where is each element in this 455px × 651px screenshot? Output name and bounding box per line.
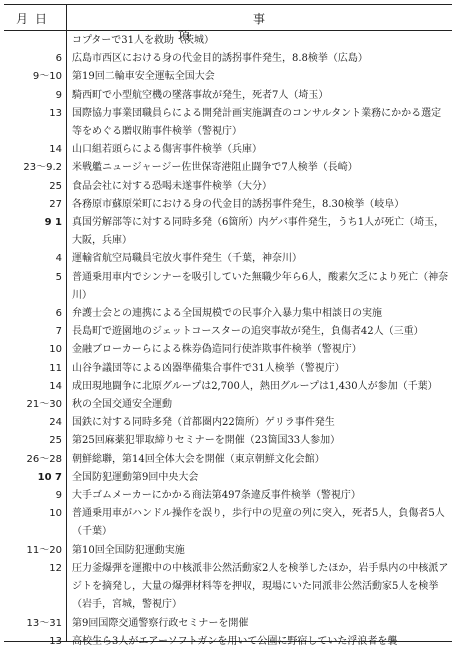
table-body (4, 32, 452, 651)
header-date: 月日 (15, 12, 54, 26)
table-row (4, 360, 452, 378)
table-row (4, 487, 452, 505)
row-date: 21〜30 (26, 399, 62, 411)
table-row (4, 341, 452, 359)
row-event: 成田現地闘争に北原グループは2,700人，熱田グループは1,430人が参加（千葉） (72, 380, 438, 392)
row-event: 第10回全国防犯運動実施 (72, 544, 185, 556)
row-event: 圧力釜爆弾を運搬中の中核派非公然活動家2人を検挙したほか，岩手県内の中核派アジトを摘発し，大量の爆弾材料等を押収，現場にいた同派非公然活動家5人を検挙（岩手，宮城，警視庁） (72, 562, 449, 611)
row-event: 騎西町で小型航空機の墜落事故が発生，死者7人（埼玉） (72, 89, 329, 101)
header-event: 事項 (177, 12, 415, 43)
row-event: コプターで31人を救助（茨城） (72, 35, 215, 46)
row-date: 14 (49, 380, 62, 392)
table-row (4, 469, 452, 487)
row-date: 6 (55, 53, 62, 65)
table-row (4, 451, 452, 469)
table-row (4, 633, 452, 651)
row-event: 秋の全国交通安全運動 (72, 399, 172, 411)
row-date: 10 (49, 344, 62, 356)
row-event: 国際協力事業団職員らによる開発計画実施調査のコンサルタント業務にかかる選定等をめぐる贈収賄事件検挙（警視庁） (72, 107, 442, 138)
table-row (4, 196, 452, 214)
table-row (4, 87, 452, 105)
row-date: 13 (49, 635, 62, 647)
row-date: 13 (49, 107, 62, 119)
row-event: 大手ゴムメーカーにかかる商法第497条違反事件検挙（警視庁） (72, 490, 361, 502)
table-row (4, 269, 452, 305)
table-row (4, 250, 452, 268)
row-date: 5 (55, 271, 62, 283)
table-row (4, 50, 452, 68)
row-date: 13〜31 (26, 617, 62, 629)
row-date: 27 (49, 198, 62, 210)
row-event: 広島市西区における身の代金目的誘拐事件発生，8.8検挙（広島） (72, 53, 368, 65)
row-event: 真国労解部等に対する同時多発（6箇所）内ゲバ事件発生，うち1人が死亡（埼玉，大阪，兵庫） (72, 217, 445, 247)
row-event: 山谷争議団等による凶器準備集合事件で31人検挙（警視庁） (72, 362, 345, 374)
row-date: 11 (49, 362, 62, 374)
row-date: 10 (49, 508, 62, 520)
row-event: 各務原市蘇原栄町における身の代金目的誘拐事件発生，8.30検挙（岐阜） (72, 198, 405, 210)
row-date: 24 (49, 417, 62, 429)
row-date: 6 (55, 308, 62, 320)
row-date: 10 7 (37, 471, 62, 483)
row-event: 普通乗用車内でシンナーを吸引していた無職少年ら6人，酸素欠乏により死亡（神奈川） (72, 271, 449, 301)
table-row (4, 414, 452, 432)
row-event: 食品会社に対する恐喝未遂事件検挙（大分） (72, 180, 272, 192)
row-event: 金融ブローカーらによる株券偽造同行使詐欺事件検挙（警視庁） (72, 344, 362, 356)
row-event: 高校生ら3人がエアーソフトガンを用いて公園に野宿していた浮浪者を襲 (72, 635, 398, 647)
table-row (4, 378, 452, 396)
table-row (4, 178, 452, 196)
row-event: 第25回麻薬犯罪取締りセミナーを開催（23箇国33人参加） (72, 435, 341, 447)
row-event: 米戦艦ニュージャージー佐世保寄港阻止闘争で7人検挙（長崎） (72, 162, 358, 174)
row-event: 山口組若頭らによる傷害事件検挙（兵庫） (72, 144, 262, 156)
row-date: 14 (49, 144, 62, 156)
table-row (4, 560, 452, 615)
table-row (4, 305, 452, 323)
row-date: 26〜28 (26, 453, 62, 465)
table-row (4, 214, 452, 250)
row-event: 普通乗用車がハンドル操作を誤り，歩行中の児童の列に突入，死者5人，負傷者5人（千葉） (72, 508, 445, 538)
table-row (4, 105, 452, 141)
table-row (4, 141, 452, 159)
table-row (4, 396, 452, 414)
table-row (4, 505, 452, 541)
row-date: 25 (49, 180, 62, 192)
row-date: 7 (55, 326, 62, 338)
row-event: 全国防犯運動第9回中央大会 (72, 471, 199, 483)
row-event: 第9回国際交通警察行政セミナーを開催 (72, 617, 249, 629)
events-table (4, 4, 452, 647)
row-date: 9 (55, 89, 62, 101)
row-event: 運輸省航空局職員宅放火事件発生（千葉，神奈川） (72, 253, 302, 265)
table-row (4, 542, 452, 560)
row-date: 12 (49, 562, 62, 574)
table-row (4, 615, 452, 633)
row-event: 第19回二輪車安全運転全国大会 (72, 71, 215, 83)
row-date: 25 (49, 435, 62, 447)
table-row (4, 323, 452, 341)
row-event: 弁護士会との連携による全国規模での民事介入暴力集中相談日の実施 (72, 308, 382, 320)
table-row (4, 68, 452, 86)
row-event: 朝鮮総聯，第14回全体大会を開催（東京朝鮮文化会館） (72, 453, 325, 465)
row-date: 9〜10 (32, 71, 62, 83)
table-row (4, 432, 452, 450)
table-row (4, 159, 452, 177)
row-date: 9 (55, 490, 62, 502)
row-event: 長島町で遊園地のジェットコースターの追突事故が発生，負傷者42人（三重） (72, 326, 424, 338)
table-row (4, 32, 452, 50)
row-date: 4 (55, 253, 62, 265)
row-event: 国鉄に対する同時多発（首都圏内22箇所）ゲリラ事件発生 (72, 417, 335, 429)
row-date: 11〜20 (26, 544, 62, 556)
row-date: 23〜9.2 (23, 162, 62, 174)
row-date: 9 1 (44, 217, 62, 229)
